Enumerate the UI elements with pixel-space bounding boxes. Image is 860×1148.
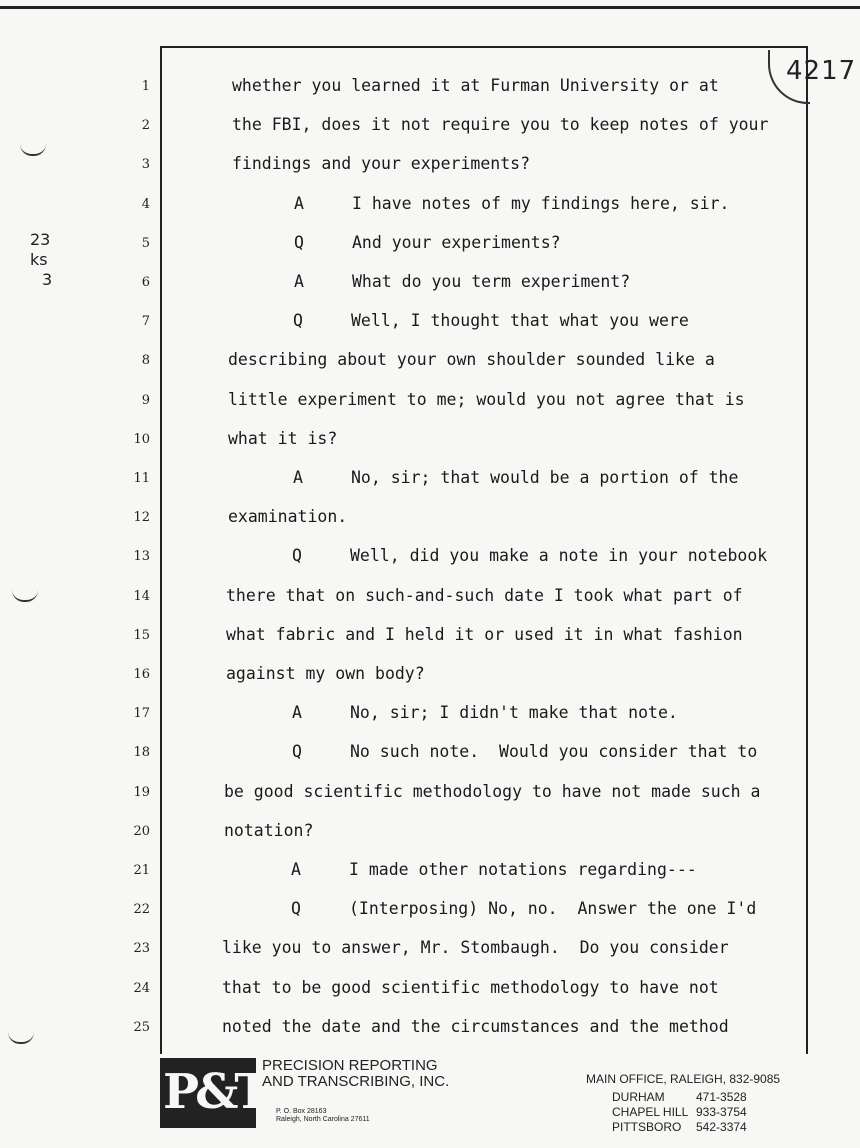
transcript-line: And your experiments? xyxy=(352,233,561,252)
address-line: Raleigh, North Carolina 27611 xyxy=(276,1116,370,1123)
line-number: 9 xyxy=(141,393,150,408)
line-number: 8 xyxy=(141,353,150,368)
line-number: 23 xyxy=(133,941,150,956)
page-number: 4217 xyxy=(786,56,857,86)
transcript-line: Well, I thought that what you were xyxy=(351,311,689,330)
speaker-label: Q xyxy=(293,311,303,330)
line-number: 12 xyxy=(133,510,150,525)
office-phone: 471-3528 xyxy=(696,1090,747,1104)
line-number: 7 xyxy=(141,314,150,329)
company-name-line: PRECISION REPORTING xyxy=(262,1057,438,1074)
line-number: 20 xyxy=(133,824,150,839)
speaker-label: Q xyxy=(291,899,301,918)
transcript-line: No, sir; I didn't make that note. xyxy=(350,703,678,722)
line-number: 25 xyxy=(133,1020,150,1035)
transcript-line: that to be good scientific methodology to have not xyxy=(222,978,719,997)
transcript-line: (Interposing) No, no. Answer the one I'd xyxy=(349,899,757,918)
transcript-line: What do you term experiment? xyxy=(352,272,631,291)
speaker-label: A xyxy=(292,703,302,722)
line-number: 2 xyxy=(141,118,150,133)
transcript-line: the FBI, does it not require you to keep notes of your xyxy=(232,115,769,134)
speaker-label: A xyxy=(293,468,303,487)
transcript-line: describing about your own shoulder sounded like a xyxy=(228,350,715,369)
transcript-line: like you to answer, Mr. Stombaugh. Do you consider xyxy=(222,938,729,957)
office-city: PITTSBORO xyxy=(612,1120,682,1134)
transcript-line: notation? xyxy=(224,821,314,840)
line-number: 17 xyxy=(133,706,150,721)
line-number: 10 xyxy=(133,432,150,447)
line-number: 19 xyxy=(133,785,150,800)
transcript-line: No such note. Would you consider that to xyxy=(350,742,758,761)
transcript-line: examination. xyxy=(228,507,348,526)
transcript-line: whether you learned it at Furman University or at xyxy=(232,76,719,95)
office-phone: 933-3754 xyxy=(696,1105,747,1119)
line-number: 21 xyxy=(133,863,150,878)
transcript-line: what it is? xyxy=(228,429,338,448)
transcript-line: be good scientific methodology to have not made such a xyxy=(224,782,761,801)
main-office: MAIN OFFICE, RALEIGH, 832-9085 xyxy=(586,1072,781,1086)
transcript-line: Well, did you make a note in your notebook xyxy=(350,546,768,565)
office-city: CHAPEL HILL xyxy=(612,1105,689,1119)
speaker-label: Q xyxy=(292,742,302,761)
office-phone: 542-3374 xyxy=(696,1120,747,1134)
transcript-line: against my own body? xyxy=(226,664,425,683)
office-city: DURHAM xyxy=(612,1090,665,1104)
line-number: 15 xyxy=(133,628,150,643)
transcript-line: what fabric and I held it or used it in what fashion xyxy=(226,625,743,644)
address-line: P. O. Box 28163 xyxy=(276,1108,327,1115)
company-name-line: AND TRANSCRIBING, INC. xyxy=(262,1073,450,1090)
transcript-line: I made other notations regarding--- xyxy=(349,860,697,879)
company-address xyxy=(276,1108,370,1124)
speaker-label: Q xyxy=(292,546,302,565)
company-logo: P&T xyxy=(160,1058,256,1128)
speaker-label: A xyxy=(291,860,301,879)
transcript-line: findings and your experiments? xyxy=(232,154,531,173)
line-number: 4 xyxy=(141,197,150,212)
speaker-label: A xyxy=(294,272,304,291)
line-number: 3 xyxy=(141,157,150,172)
line-number: 13 xyxy=(133,549,150,564)
margin-note-line: 23 xyxy=(30,230,51,249)
speaker-label: A xyxy=(294,194,304,213)
transcript-line: I have notes of my findings here, sir. xyxy=(352,194,730,213)
line-number: 6 xyxy=(141,275,150,290)
line-number: 5 xyxy=(141,236,150,251)
company-name xyxy=(262,1058,449,1090)
transcript-line: No, sir; that would be a portion of the xyxy=(351,468,739,487)
line-number: 1 xyxy=(141,79,150,94)
margin-mark xyxy=(12,590,38,602)
line-number: 11 xyxy=(133,471,150,486)
speaker-label: Q xyxy=(294,233,304,252)
transcript-line: there that on such-and-such date I took what part of xyxy=(226,586,743,605)
line-number: 24 xyxy=(133,981,150,996)
transcript-line: noted the date and the circumstances and the method xyxy=(222,1017,729,1036)
line-number: 14 xyxy=(133,589,150,604)
margin-note-line: 3 xyxy=(42,270,53,289)
margin-mark xyxy=(8,1032,34,1044)
line-number: 16 xyxy=(133,667,150,682)
margin-note-line: ks xyxy=(30,250,48,269)
top-rule xyxy=(0,6,860,9)
margin-mark xyxy=(20,144,46,156)
margin-note xyxy=(30,230,52,290)
line-number: 22 xyxy=(133,902,150,917)
line-number: 18 xyxy=(133,745,150,760)
transcript-line: little experiment to me; would you not agree that is xyxy=(228,390,745,409)
